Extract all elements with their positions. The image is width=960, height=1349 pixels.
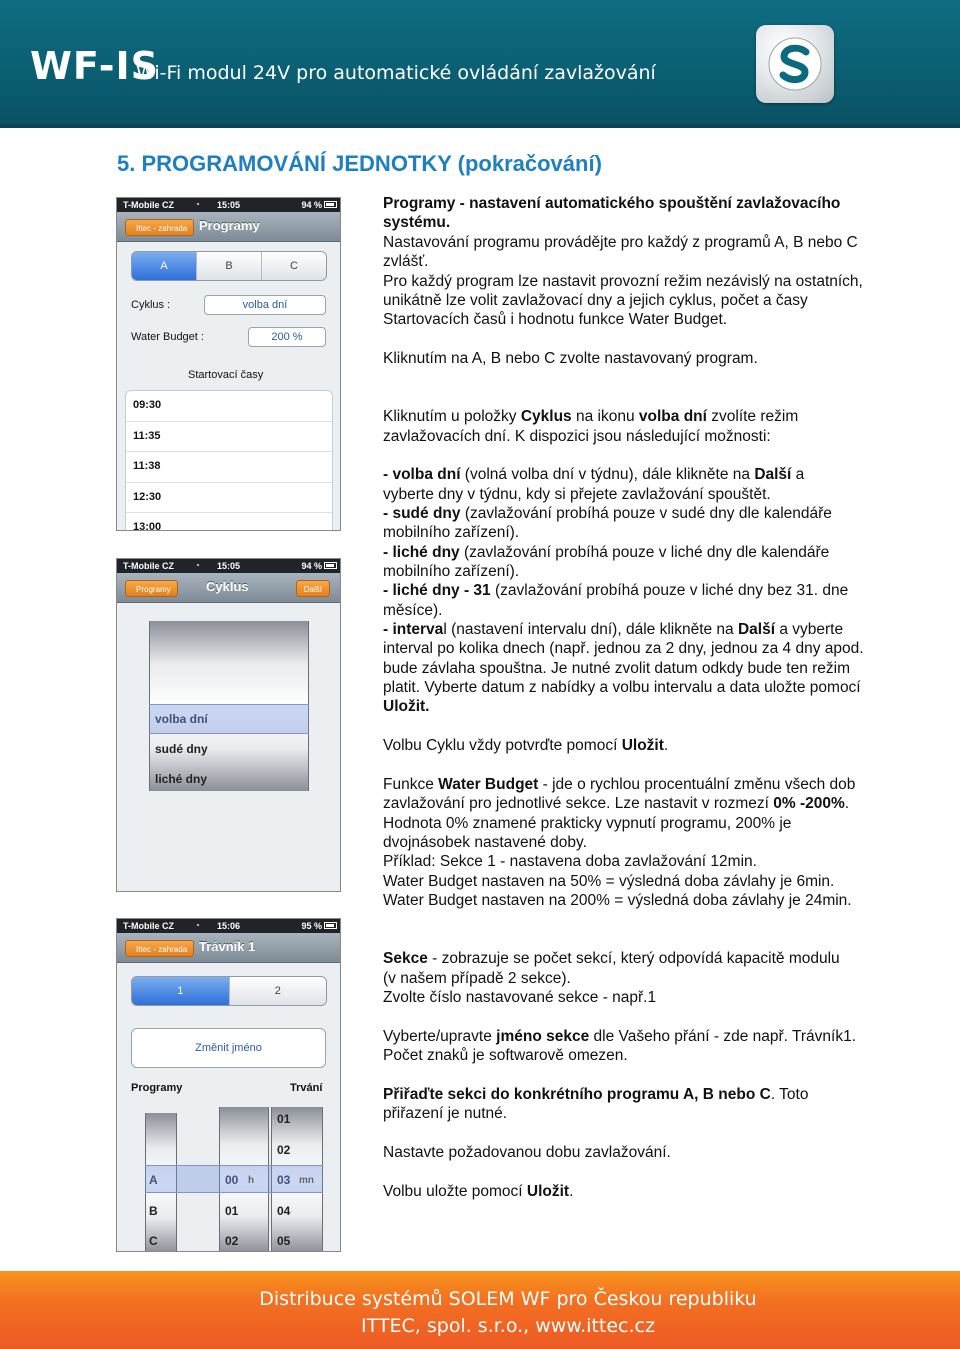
hours-unit-label: h: [248, 1175, 255, 1186]
water-budget-label: Water Budget :: [131, 331, 204, 343]
option-line: - interval (nastavení intervalu dní), dále klikněte na Další a vyberte: [383, 621, 844, 638]
paragraph-line: Vyberte/upravte jméno sekce dle Vašeho přání - zde např. Trávník1.: [383, 1028, 857, 1045]
paragraph-line: Kliknutím na A, B nebo C zvolte nastavovaný program.: [383, 350, 758, 367]
option-line: vyberte dny v týdnu, kdy si přejete zavlažování spouštět.: [383, 486, 771, 503]
paragraph-line: zvlášť.: [383, 253, 429, 270]
paragraph-line: Water Budget nastaven na 200% = výsledná doba závlahy je 24min.: [383, 892, 852, 909]
nav-bar: [117, 933, 340, 963]
paragraph-line: Nastavte požadovanou dobu zavlažování.: [383, 1144, 671, 1161]
status-bar: [117, 919, 340, 933]
battery-icon: [324, 201, 337, 208]
paragraph-line: Nastavování programu provádějte pro každý z programů A, B nebo C: [383, 234, 858, 251]
clock-label: 15:05: [217, 200, 241, 210]
start-times-label: Startovací časy: [188, 369, 264, 381]
section-segmented-control: [131, 976, 327, 1006]
wf-is-logo: WF-IS: [30, 44, 159, 88]
nav-title: Cyklus: [206, 579, 249, 594]
segment-a[interactable]: A: [132, 252, 196, 280]
paragraph-line: přiřazení je nutné.: [383, 1105, 508, 1122]
option-line: mobilního zařízení).: [383, 524, 520, 541]
status-bar: [117, 559, 340, 573]
paragraph-line: Water Budget nastaven na 50% = výsledná doba závlahy je 6min.: [383, 873, 835, 890]
picker-item[interactable]: 02: [277, 1143, 291, 1157]
cyklus-button[interactable]: volba dní: [204, 295, 326, 315]
paragraph-line: Kliknutím u položky Cyklus na ikonu volba dní zvolíte režim: [383, 408, 799, 425]
option-line: bude závlaha spouštna. Je nutné zvolit datum odkdy bude ten režim: [383, 660, 851, 677]
paragraph-line: Volbu uložte pomocí Uložit.: [383, 1183, 574, 1200]
battery-label: 95 %: [301, 921, 322, 931]
nav-bar: [117, 212, 340, 242]
footer-line1: Distribuce systémů SOLEM WF pro Českou republiku: [259, 1288, 757, 1310]
wifi-icon: ◔: [195, 921, 200, 930]
battery-label: 94 %: [301, 200, 322, 210]
carrier-label: T-Mobile CZ: [123, 200, 174, 210]
phone-screenshot-travnik: [116, 918, 341, 1252]
list-item[interactable]: 11:35: [126, 422, 332, 453]
wifi-icon: ◔: [195, 561, 200, 570]
picker-item[interactable]: volba dní: [155, 712, 208, 726]
phone-screenshot-cyklus: [116, 558, 341, 892]
footer-line2: ITTEC, spol. s.r.o., www.ittec.cz: [361, 1315, 655, 1337]
picker-item[interactable]: C: [149, 1234, 158, 1248]
picker-item[interactable]: 03: [277, 1173, 291, 1187]
programs-heading-line1: Programy - nastavení automatického spouštění zavlažovacího: [383, 195, 841, 212]
list-item[interactable]: 11:38: [126, 452, 332, 483]
picker-item[interactable]: 02: [225, 1234, 239, 1248]
back-button[interactable]: Programy: [125, 580, 178, 597]
picker-item[interactable]: liché dny: [155, 772, 208, 786]
battery-icon: [324, 922, 337, 929]
programs-label: Programy: [131, 1082, 183, 1094]
paragraph-line: Příklad: Sekce 1 - nastavena doba zavlažování 12min.: [383, 853, 757, 870]
picker-item[interactable]: 05: [277, 1234, 291, 1248]
header-subtitle: Wi-Fi modul 24V pro automatické ovládání zavlažování: [136, 62, 656, 84]
picker-item[interactable]: sudé dny: [155, 742, 208, 756]
back-button[interactable]: Ittec - zahrada: [125, 940, 194, 957]
picker-item[interactable]: B: [149, 1204, 158, 1218]
duration-label: Trvání: [290, 1082, 323, 1094]
segment-2[interactable]: 2: [229, 977, 327, 1005]
segment-c[interactable]: C: [261, 252, 326, 280]
cyklus-label: Cyklus :: [131, 299, 171, 311]
status-bar: [117, 198, 340, 212]
picker-item[interactable]: 01: [225, 1204, 239, 1218]
page-footer: [0, 1271, 960, 1349]
back-button[interactable]: Ittec - zahrada: [125, 219, 194, 236]
option-line: mobilního zařízení).: [383, 563, 520, 580]
list-item[interactable]: 12:30: [126, 483, 332, 514]
option-line: - sudé dny (zavlažování probíhá pouze v sudé dny dle kalendáře: [383, 505, 832, 522]
header-stripe: [0, 124, 960, 128]
picker-item[interactable]: 00: [225, 1173, 239, 1187]
clock-label: 15:06: [217, 921, 241, 931]
paragraph-line: dvojnásobek nastavené doby.: [383, 834, 587, 851]
option-line: platit. Vyberte datum z nabídky a volbu intervalu a data uložte pomocí: [383, 679, 861, 696]
paragraph-line: (v našem případě 2 sekce).: [383, 970, 571, 987]
paragraph-line: Volbu Cyklu vždy potvrďte pomocí Uložit.: [383, 737, 669, 754]
battery-label: 94 %: [301, 561, 322, 571]
option-line: měsíce).: [383, 602, 443, 619]
solem-s-logo-icon: [756, 25, 834, 103]
phone-screenshot-programy: [116, 197, 341, 531]
segment-b[interactable]: B: [196, 252, 261, 280]
paragraph-line: zavlažování pro jednotlivé sekce. Lze nastavit v rozmezí 0% -200%.: [383, 795, 850, 812]
rename-button[interactable]: Změnit jméno: [131, 1028, 326, 1068]
program-segmented-control: [131, 251, 327, 281]
paragraph-line: zavlažovacích dní. K dispozici jsou následující možnosti:: [383, 428, 771, 445]
paragraph-line: Startovacích časů i hodnotu funkce Water Budget.: [383, 311, 728, 328]
option-line: - liché dny (zavlažování probíhá pouze v liché dny dle kalendáře: [383, 544, 830, 561]
paragraph-line: Hodnota 0% znamené prakticky vypnutí programu, 200% je: [383, 815, 792, 832]
paragraph-line: Zvolte číslo nastavované sekce - např.1: [383, 989, 657, 1006]
page-header: [0, 0, 960, 128]
picker-item[interactable]: 04: [277, 1204, 291, 1218]
wifi-icon: ◔: [195, 200, 200, 209]
nav-title: Programy: [199, 218, 260, 233]
paragraph-line: Sekce - zobrazuje se počet sekcí, který odpovídá kapacitě modulu: [383, 950, 840, 967]
section-title: 5. PROGRAMOVÁNÍ JEDNOTKY (pokračování): [117, 151, 602, 176]
paragraph-line: Pro každý program lze nastavit provozní režim nezávislý na ostatních,: [383, 273, 863, 290]
minutes-unit-label: mn: [299, 1175, 314, 1186]
list-item[interactable]: 09:30: [126, 391, 332, 422]
option-line: - liché dny - 31 (zavlažování probíhá pouze v liché dny bez 31. dne: [383, 582, 849, 599]
next-button[interactable]: Další: [296, 580, 330, 597]
paragraph-line: Přiřaďte sekci do konkrétního programu A, B nebo C. Toto: [383, 1086, 809, 1103]
clock-label: 15:05: [217, 561, 241, 571]
list-item[interactable]: 13:00: [126, 513, 332, 531]
programs-heading-line2: systému.: [383, 214, 451, 231]
option-line: interval po kolika dnech (např. jednou za 2 dny, jednou za 4 dny apod.: [383, 640, 864, 657]
segment-1[interactable]: 1: [132, 977, 229, 1005]
paragraph-line: Počet znaků je softwarově omezen.: [383, 1047, 628, 1064]
paragraph-line: unikátně lze volit zavlažovací dny a jejich cyklus, počet a časy: [383, 292, 808, 309]
nav-bar: [117, 573, 340, 603]
start-times-list: [125, 390, 333, 531]
picker-item[interactable]: 01: [277, 1112, 291, 1126]
battery-icon: [324, 562, 337, 569]
option-line: Uložit.: [383, 698, 430, 715]
nav-title: Trávník 1: [199, 939, 256, 954]
carrier-label: T-Mobile CZ: [123, 921, 174, 931]
paragraph-line: Funkce Water Budget - jde o rychlou procentuální změnu všech dob: [383, 776, 856, 793]
picker-item[interactable]: A: [149, 1173, 158, 1187]
carrier-label: T-Mobile CZ: [123, 561, 174, 571]
water-budget-field[interactable]: 200 %: [248, 327, 326, 347]
option-line: - volba dní (volná volba dní v týdnu), dále klikněte na Další a: [383, 466, 805, 483]
